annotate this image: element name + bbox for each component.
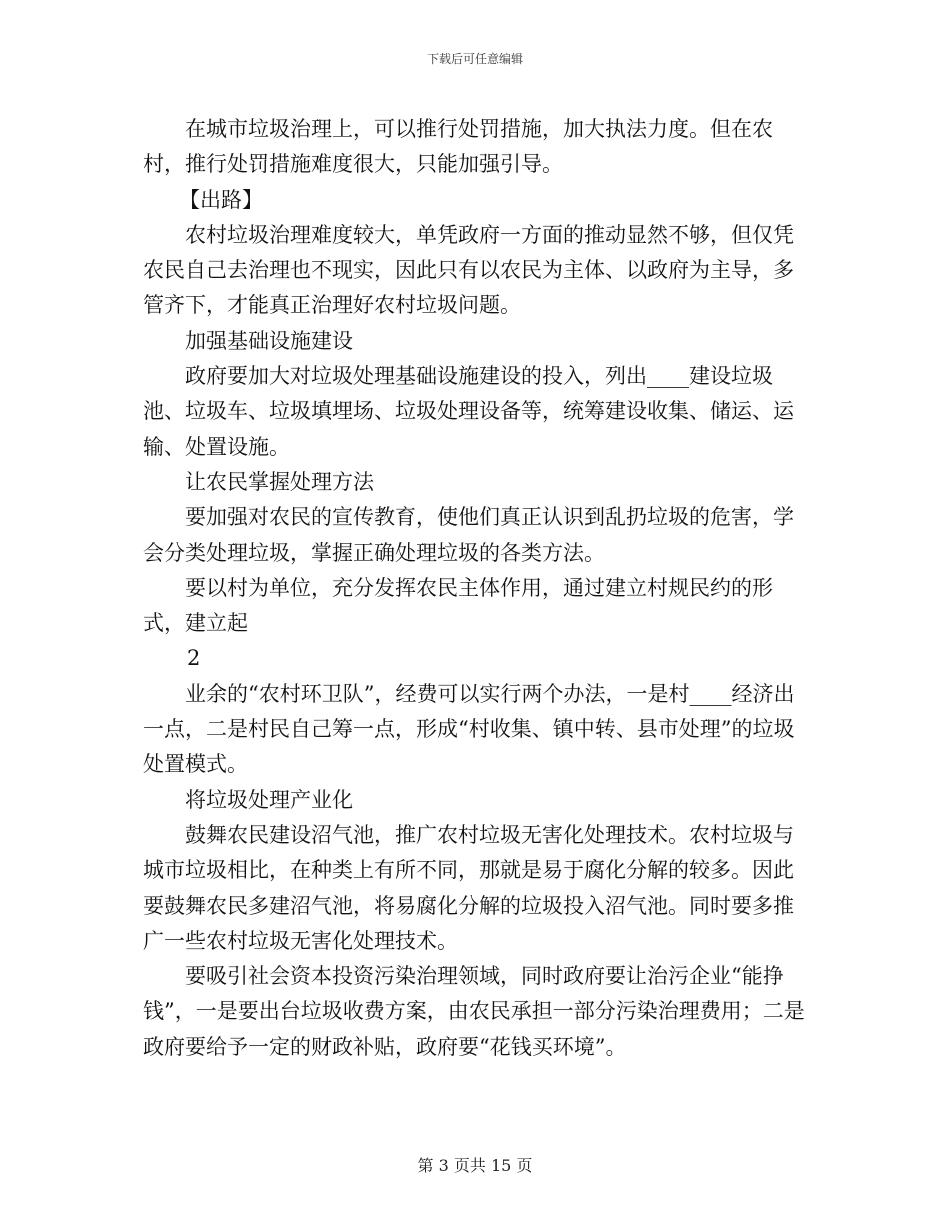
paragraph-governance-approach: 农村垃圾治理难度较大，单凭政府一方面的推动显然不够，但仅凭农民自己去治理也不现实，因此只有以农民为主体、以政府为主导，多管齐下，才能真正治理好农村垃圾问题。 xyxy=(143,222,794,318)
page-footer: 第 3 页共 15 页 xyxy=(417,1156,533,1175)
paragraph-biogas: 鼓舞农民建设沼气池，推广农村垃圾无害化处理技术。农村垃圾与城市垃圾相比，在种类上有所不同，那就是易于腐化分解的较多。因此要鼓舞农民多建沼气池，将易腐化分解的垃圾投入沼气池。同时要多推广一些农村垃圾无害化处理技术。 xyxy=(143,822,794,953)
subheading-infrastructure: 加强基础设施建设 xyxy=(185,328,353,353)
heading-way-out: 【出路】 xyxy=(179,187,263,212)
paragraph-sanitation-team: 业余的“农村环卫队”，经费可以实行两个办法，一是村____经济出一点，二是村民自己筹一点，形成“村收集、镇中转、县市处理”的垃圾处置模式。 xyxy=(143,681,795,777)
paragraph-social-capital: 要吸引社会资本投资污染治理领域，同时政府要让治污企业“能挣钱”，一是要出台垃圾收费方案，由农民承担一部分污染治理费用；二是政府要给予一定的财政补贴，政府要“花钱买环境”。 xyxy=(143,964,805,1059)
paragraph-urban-rural-penalty: 在城市垃圾治理上，可以推行处罚措施，加大执法力度。但在农村，推行处罚措施难度很大，只能加强引导。 xyxy=(143,117,773,177)
subheading-industrialization: 将垃圾处理产业化 xyxy=(185,787,353,812)
inline-page-number: 2 xyxy=(187,646,201,671)
paragraph-infrastructure: 政府要加大对垃圾处理基础设施建设的投入，列出____建设垃圾池、垃圾车、垃圾填埋场、垃圾处理设备等，统筹建设收集、储运、运输、处置设施。 xyxy=(143,364,794,459)
document-body xyxy=(143,112,813,1065)
page-header: 下载后可任意编辑 xyxy=(426,52,523,66)
paragraph-village-unit: 要以村为单位，充分发挥农民主体作用，通过建立村规民约的形式，建立起 xyxy=(143,575,773,636)
paragraph-education: 要加强对农民的宣传教育，使他们真正认识到乱扔垃圾的危害，学会分类处理垃圾，掌握正确处理垃圾的各类方法。 xyxy=(143,505,794,565)
subheading-farmer-methods: 让农民掌握处理方法 xyxy=(185,469,374,494)
